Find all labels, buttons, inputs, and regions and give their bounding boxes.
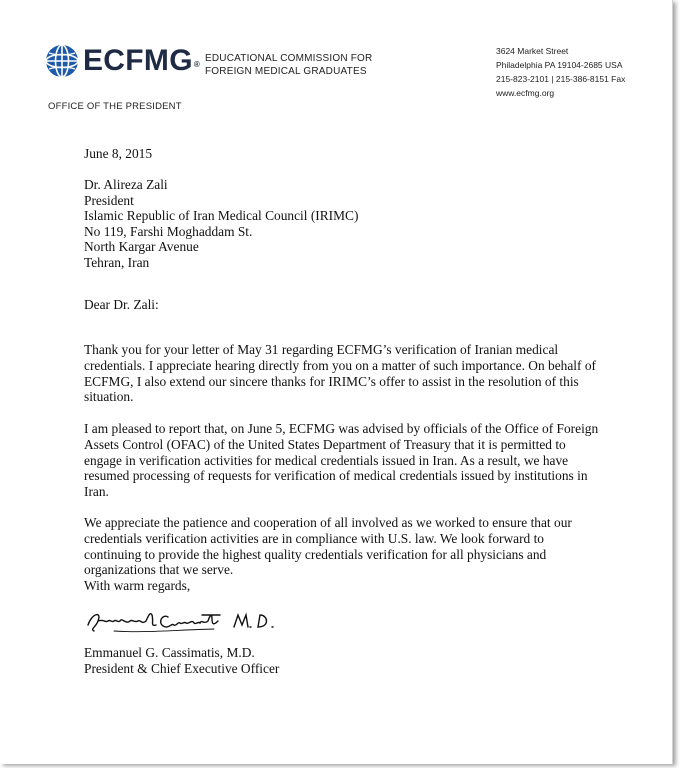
recipient-line: Islamic Republic of Iran Medical Council (IRIMC) [84, 208, 359, 224]
recipient-line: Tehran, Iran [84, 254, 150, 270]
body-paragraph: Thank you for your letter of May 31 regarding ECFMG’s verification of Iranian medical credentials. I appreciate hearing directly from you on a matter of such importance. On behalf of ECFMG, I also extend our sincere thanks for IRIMC’s offer to assist in the resolution of this situation. [84, 342, 596, 405]
recipient-line: North Kargar Avenue [84, 239, 199, 255]
office-label: OFFICE OF THE PRESIDENT [48, 101, 182, 112]
org-name-line: FOREIGN MEDICAL GRADUATES [205, 66, 367, 77]
recipient-line: No 119, Farshi Moghaddam St. [84, 223, 253, 239]
body-paragraph: I am pleased to report that, on June 5, ECFMG was advised by officials of the Office of Foreign Assets Control (OFAC) of the United States Department of Treasury that it is permitted to engage in verification activities for medical credentials issued in Iran. As a result, we have resumed processing of requests for verification of medical credentials issued by institutions in Iran. [84, 421, 599, 499]
address-block [496, 44, 625, 100]
address-website: www.ecfmg.org [496, 88, 555, 98]
handwritten-signature [84, 603, 304, 639]
trademark-symbol: ® [193, 60, 201, 69]
org-name-line: EDUCATIONAL COMMISSION FOR [205, 53, 373, 64]
salutation: Dear Dr. Zali: [84, 297, 159, 312]
signer-name: Emmanuel G. Cassimatis, M.D. [84, 645, 255, 660]
recipient-line: President [84, 192, 134, 208]
body-paragraph: We appreciate the patience and cooperation of all involved as we worked to ensure that our credentials verification activities are in compliance with U.S. law. We look forward to continuing to provide the highest quality credentials verification for all physicians and organizations that we serve. [84, 515, 572, 578]
closing: With warm regards, [84, 578, 191, 593]
address-city: Philadelphia PA 19104-2685 USA [496, 60, 623, 70]
signer-title: President & Chief Executive Officer [84, 660, 280, 676]
ecfmg-logo [45, 44, 200, 78]
recipient-line: Dr. Alireza Zali [84, 177, 168, 192]
organization-name [205, 52, 372, 78]
address-street: 3624 Market Street [496, 46, 569, 56]
globe-icon [45, 44, 79, 78]
letter-date: June 8, 2015 [84, 146, 153, 161]
recipient-block [84, 177, 604, 271]
logo-wordmark: ECFMG® [83, 44, 201, 77]
address-phone: 215-823-2101 | 215-386-8151 Fax [496, 74, 626, 84]
signer-block [84, 645, 604, 676]
